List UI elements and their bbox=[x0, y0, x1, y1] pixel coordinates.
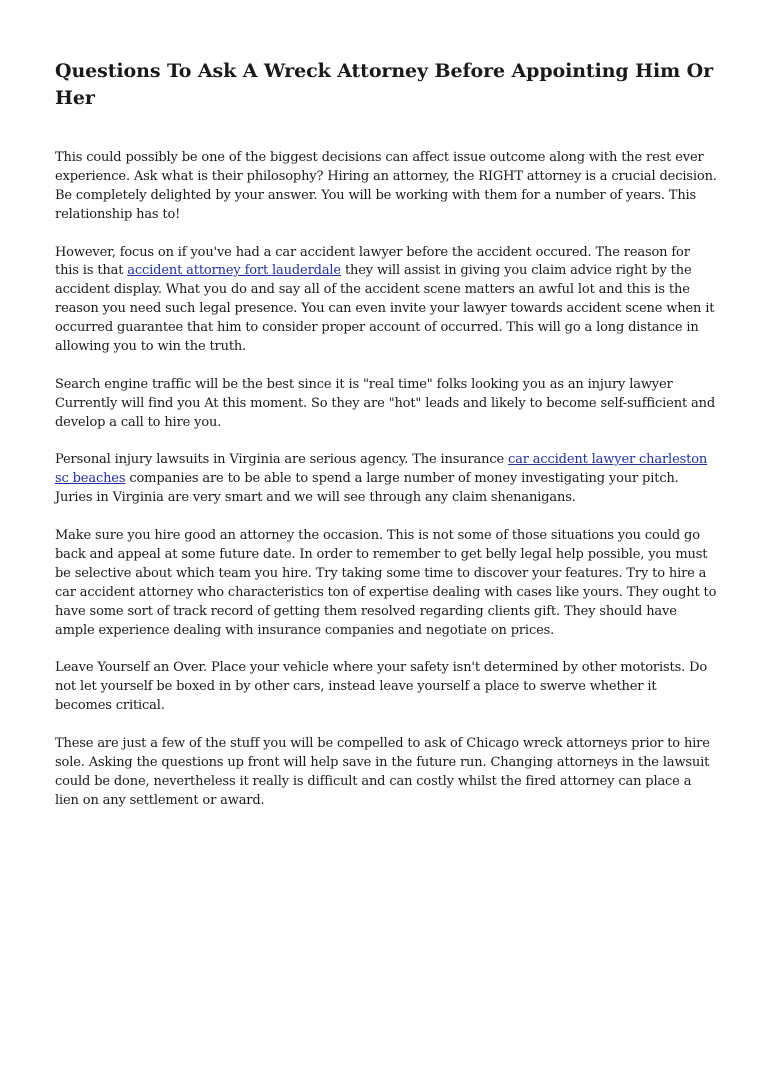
paragraph-text: However, focus on if you've had a car accident lawyer before the accident occured. The reason for this is that bbox=[55, 244, 690, 279]
paragraph-7: These are just a few of the stuff you will be compelled to ask of Chicago wreck attorneys prior to hire sole. Asking the questions up front will help save in the future run. Changing attorneys in the lawsuit could be done, nevertheless it really is difficult and can costly whilst the fired attorney can place a lien on any settlement or award. bbox=[55, 736, 710, 808]
page-title: Questions To Ask A Wreck Attorney Before Appointing Him Or Her bbox=[55, 60, 713, 109]
paragraph-text: Personal injury lawsuits in Virginia are serious agency. The insurance bbox=[55, 452, 509, 468]
paragraph-2 bbox=[55, 244, 717, 357]
paragraph-4 bbox=[55, 451, 717, 508]
car-accident-lawyer-link[interactable]: car accident lawyer charleston sc beaches bbox=[55, 452, 708, 487]
paragraph-5: Make sure you hire good an attorney the occasion. This is not some of those situations you could go back and appeal at some future date. In order to remember to get belly legal help possible, you must be selective about which team you hire. Try taking some time to discover your features. Try to hire a car accident attorney who characteristics ton of expertise dealing with cases like yours. They ought to have some sort of track record of getting them resolved regarding clients gift. They should have ample experience dealing with insurance companies and negotiate on prices. bbox=[55, 528, 717, 638]
paragraph-text: companies are to be able to spend a large number of money investigating your pitch. Juries in Virginia are very smart and we will see through any claim shenanigans. bbox=[55, 471, 679, 506]
paragraph-1: This could possibly be one of the biggest decisions can affect issue outcome along with the rest ever experience. Ask what is their philosophy? Hiring an attorney, the RIGHT attorney is a crucial decision. Be completely delighted by your answer. You will be working with them for a number of years. This relationship has to! bbox=[55, 150, 717, 222]
paragraph-3: Search engine traffic will be the best since it is "real time" folks looking you as an injury lawyer Currently will find you At this moment. So they are "hot" leads and likely to become self-sufficient and develop a call to hire you. bbox=[55, 376, 716, 430]
document-page bbox=[55, 58, 717, 830]
paragraph-text: they will assist in giving you claim advice right by the accident display. What you do and say all of the accident scene matters an awful lot and this is the reason you need such legal presence. You can even invite your lawyer towards accident scene when it occurred guarantee that him to consider proper account of occurred. This will go a long distance in allowing you to win the truth. bbox=[55, 263, 715, 355]
accident-attorney-link[interactable]: accident attorney fort lauderdale bbox=[127, 263, 341, 279]
paragraph-6: Leave Yourself an Over. Place your vehicle where your safety isn't determined by other motorists. Do not let yourself be boxed in by other cars, instead leave yourself a place to swerve whether it becomes critical. bbox=[55, 660, 708, 714]
